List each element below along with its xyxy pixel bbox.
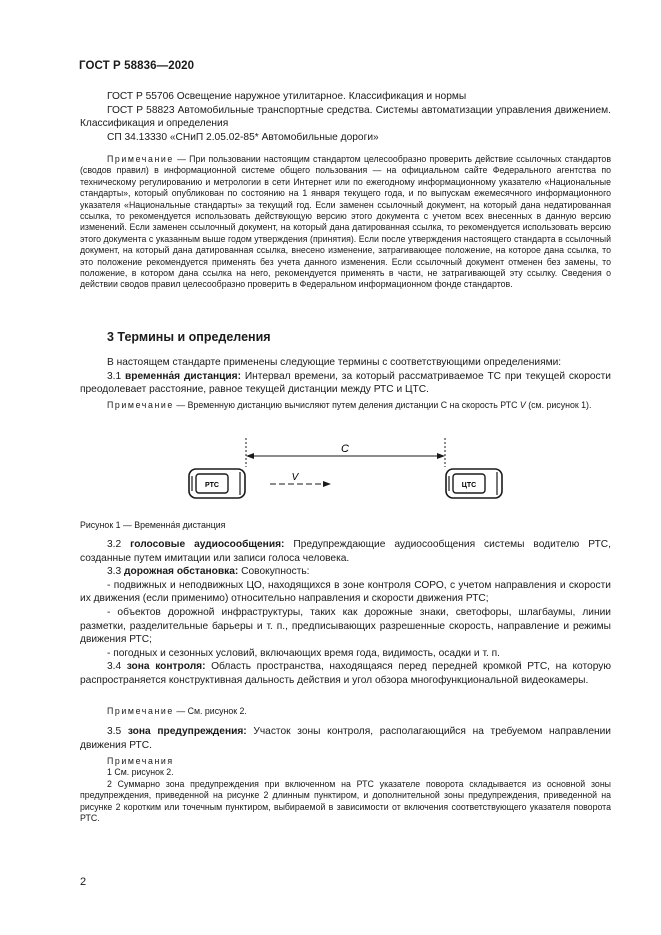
term-name: дорожная обстановка:	[124, 566, 239, 578]
page-number: 2	[80, 876, 87, 888]
car-left-label: РТС	[205, 482, 219, 489]
note-item: 2 Суммарно зона предупреждения при включенном на РТС указателе поворота складывается из основной зоны предупреждения, приведенной на рисунке 2 длинным пунктиром, и дополнительной зоны предупреждения, приведенной на рисунке 2 коротким или точечным пунктиром, выбираемой в зависимости от включения соответствующего указателя поворота РТС.	[80, 778, 611, 824]
term-name: зона контроля:	[126, 661, 206, 673]
arrowhead-left-icon	[246, 453, 254, 459]
term-3-4	[80, 660, 611, 687]
note-variable: V	[519, 400, 526, 410]
section-3-terms-top	[80, 356, 611, 397]
notes-3-5	[80, 756, 611, 824]
notes-label: Примечания	[107, 756, 174, 766]
term-name: временна́я дистанция:	[124, 370, 242, 382]
term-definition: Область пространства, находящаяся перед передней кромкой РТС, на которую распространяется конструктивная дальность действия и угол обзора многофункциональной видеокамеры.	[80, 661, 611, 686]
note-text: — Временную дистанцию вычисляют путем деления дистанции С на скорость РТС	[173, 400, 520, 410]
section-intro: В настоящем стандарте применены следующие термины с соответствующими определениями:	[107, 357, 562, 368]
note-text: — См. рисунок 2.	[173, 706, 247, 716]
term-definition: Участок зоны контроля, располагающийся на требуемом направлении движения РТС.	[80, 726, 611, 751]
figure-1-drawing	[80, 436, 611, 510]
note-3-4	[80, 706, 611, 717]
arrowhead-right-icon	[437, 453, 445, 459]
term-number: 3.5	[107, 726, 128, 737]
reference-item: СП 34.13330 «СНиП 2.05.02-85* Автомобильные дороги»	[107, 131, 379, 143]
note-item: 1 См. рисунок 2.	[107, 767, 174, 778]
car-right-label: ЦТС	[461, 482, 477, 489]
term-definition: Совокупность:	[238, 566, 310, 578]
note-references	[80, 154, 611, 291]
term-number: 3.4	[107, 661, 127, 673]
page-header-standard: ГОСТ Р 58836—2020	[79, 60, 195, 72]
term-name: зона предупреждения:	[127, 726, 247, 737]
term-3-3	[80, 565, 611, 579]
term-definition: Интервал времени, за который рассматриваемое ТС при текущей скорости преодолевает расстояние, равное текущей дистанции между РТС и ЦТС.	[80, 370, 611, 396]
distance-c-label: C	[341, 443, 349, 455]
term-3-1	[80, 370, 611, 397]
list-item: - подвижных и неподвижных ЦО, находящихся в зоне контроля СОРО, с учетом направления и скорости их движения (если применимо) относительно направления и скорости движения РТС;	[80, 579, 611, 605]
note-3-1	[80, 400, 611, 411]
figure-caption: Рисунок 1 — Временна́я дистанция	[80, 520, 226, 530]
term-number: 3.3	[107, 566, 124, 578]
note-label: Примечание	[107, 154, 174, 164]
list-item: - объектов дорожной инфраструктуры, таких как дорожные знаки, светофоры, шлагбаумы, линии разметки, разделительные барьеры и т. п., предписывающих разрешенные скорость, направление и режимы движения РТС;	[80, 606, 611, 646]
note-label: Примечание	[107, 706, 174, 716]
term-3-5	[80, 725, 611, 752]
reference-item: ГОСТ Р 58823 Автомобильные транспортные средства. Системы автоматизации управления движением. Классификация и определения	[80, 104, 611, 130]
reference-item: ГОСТ Р 55706 Освещение наружное утилитарное. Классификация и нормы	[107, 91, 467, 102]
section-3-terms-middle	[80, 538, 611, 688]
note-text-end: (см. рисунок 1).	[525, 400, 592, 410]
section-3-heading-block	[80, 331, 611, 345]
term-3-2	[80, 538, 611, 565]
term-definition: Предупреждающие аудиосообщения системы водителю РТС, созданные путем имитации или записи голоса человека.	[80, 539, 611, 564]
section-title: 3 Термины и определения	[107, 330, 271, 344]
note-text: — При пользовании настоящим стандартом целесообразно проверить действие ссылочных стандартов (сводов правил) в информационной системе общего пользования — на официальном сайте Федерального агентства по техническому регулированию и метрологии в сети Интернет или по ежегодному информационному указателю «Национальные стандарты», который опубликован по состоянию на 1 января текущего года, и по выпускам ежемесячного информационного указателя «Национальные стандарты» за текущий год. Если заменен ссылочный документ, на который дана недатированная ссылка, то рекомендуется использовать действующую версию этого документа с учетом всех внесенных в данную версию изменений. Если заменен ссылочный документ, на который дана датированная ссылка, то рекомендуется использовать версию этого документа с указанным выше годом утверждения (принятия). Если после утверждения настоящего стандарта в ссылочный документ, на который дана датированная ссылка, внесено изменение, затрагивающее положение, на которое дана ссылка, то это положение рекомендуется применять без учета данного изменения. Если ссылочный документ отменен без замены, то положение, в котором дана ссылка на него, рекомендуется применять в части, не затрагивающей эту ссылку. Сведения о действии сводов правил целесообразно проверить в Федеральном информационном фонде стандартов.	[80, 154, 611, 290]
list-item: - погодных и сезонных условий, включающих время года, видимость, осадки и т. п.	[107, 647, 500, 659]
speed-v-label: V	[291, 472, 299, 483]
figure-1-time-distance	[80, 436, 611, 510]
section-3-term-3-5	[80, 725, 611, 752]
term-number: 3.1	[107, 370, 125, 382]
term-name: голосовые аудиосообщения:	[130, 539, 285, 550]
references-block	[80, 90, 611, 144]
arrowhead-speed-icon	[323, 481, 331, 487]
note-label: Примечание	[107, 400, 174, 410]
term-number: 3.2	[107, 539, 131, 550]
figure-caption-block	[80, 519, 611, 533]
